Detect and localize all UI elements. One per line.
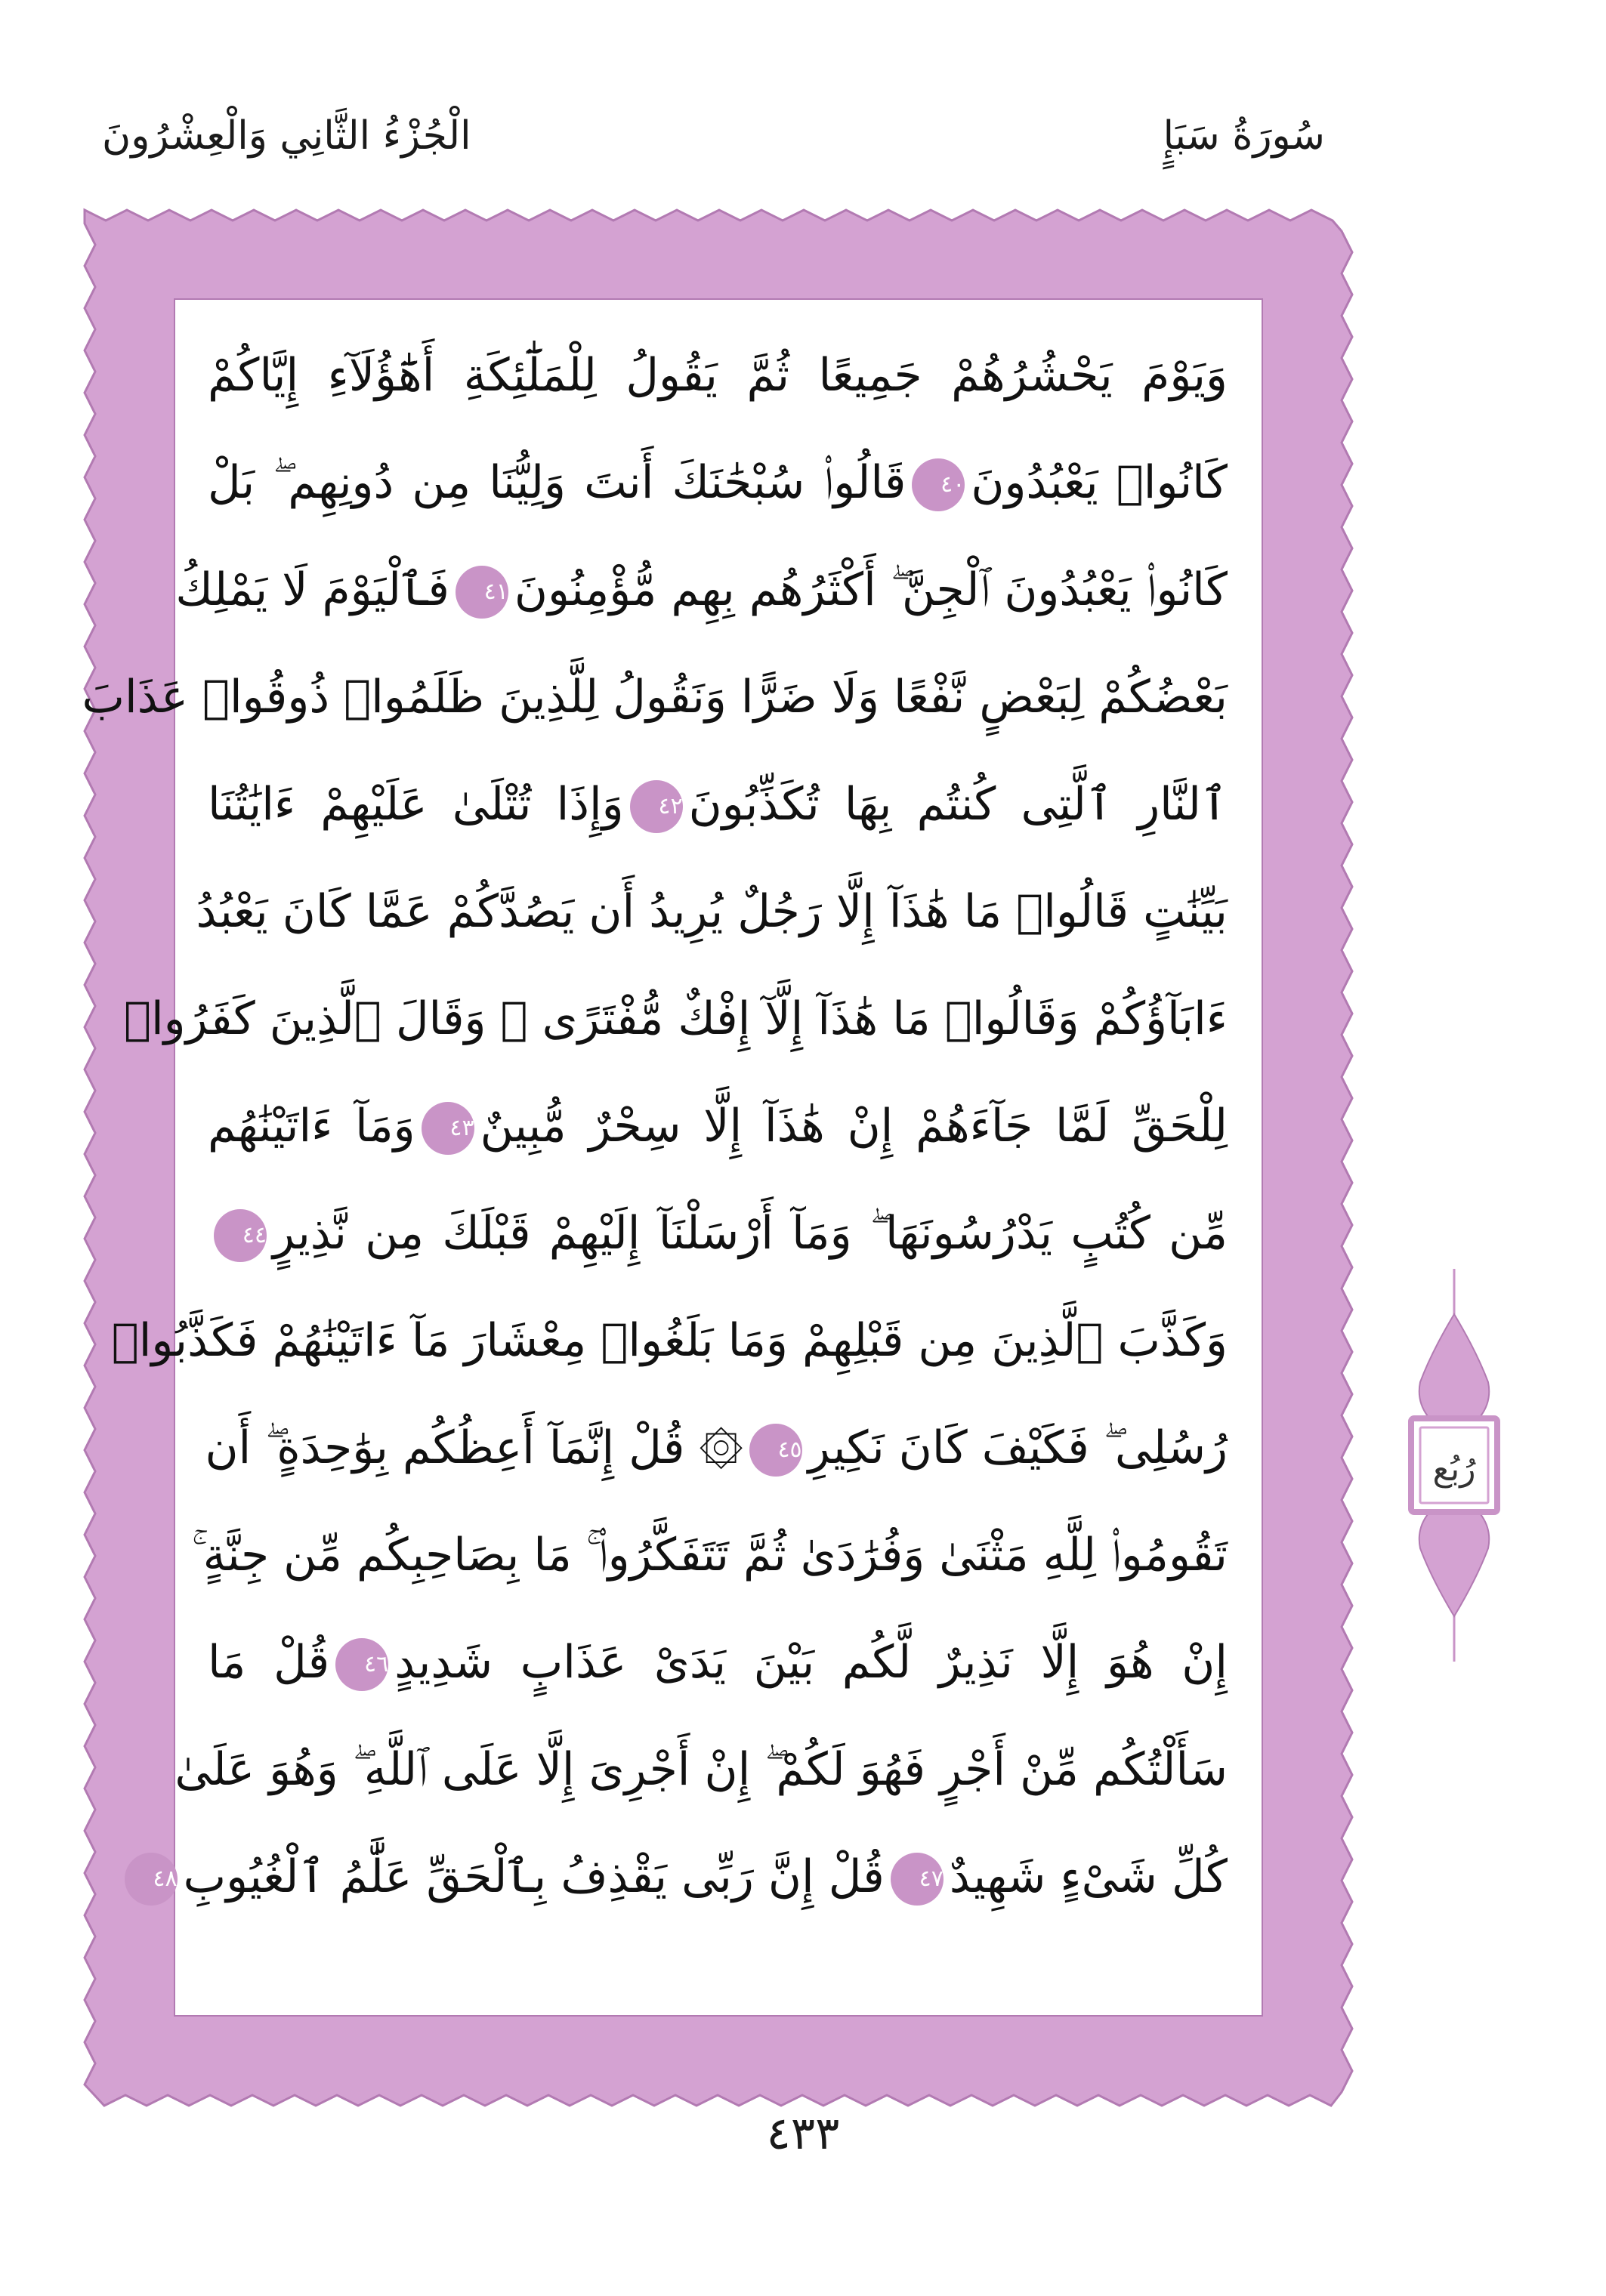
- line-text: كَانُوا۟ يَعْبُدُونَ ٱلْجِنَّ ۖ أَكْثَرُهُم بِهِم مُّؤْمِنُونَ: [514, 563, 1228, 616]
- text-line: [208, 325, 1228, 427]
- ayah-number-marker: ٤٤: [214, 1209, 267, 1262]
- line-text: تَقُومُوا۟ لِلَّهِ مَثْنَىٰ وَفُرَٰدَىٰ ثُمَّ تَتَفَكَّرُوا۟ ۚ مَا بِصَاحِبِكُم مِّن جِنَّةٍ ۚ: [191, 1529, 1228, 1582]
- line-text: بَعْضُكُمْ لِبَعْضٍ نَّفْعًا وَلَا ضَرًّا وَنَقُولُ لِلَّذِينَ ظَلَمُوا۟ ذُوقُوا۟ عَذَابَ: [82, 671, 1228, 724]
- line-text: وَيَوْمَ يَحْشُرُهُمْ جَمِيعًا ثُمَّ يَقُولُ لِلْمَلَٰٓئِكَةِ أَهَٰٓؤُلَآءِ إِيَّاكُمْ: [208, 349, 1228, 402]
- line-text: وَإِذَا تُتْلَىٰ عَلَيْهِمْ ءَايَٰتُنَا: [208, 778, 624, 831]
- line-text: فَٱلْيَوْمَ لَا يَمْلِكُ: [175, 563, 449, 616]
- text-line: [153, 1826, 1228, 1928]
- surah-name: سُورَةُ سَبَإٍ: [1163, 113, 1325, 159]
- line-text: كُلِّ شَىْءٍ شَهِيدٌ: [949, 1850, 1228, 1903]
- ayah-number-marker: ٤٥: [749, 1424, 802, 1477]
- line-text: رُسُلِى ۖ فَكَيْفَ كَانَ نَكِيرِ: [808, 1421, 1228, 1474]
- ayah-number-marker: ٤٦: [335, 1638, 388, 1691]
- ayah-number-marker: ٤٠: [912, 458, 965, 511]
- line-text: ءَابَآؤُكُمْ وَقَالُوا۟ مَا هَٰذَآ إِلَّآ إِفْكٌ مُّفْتَرًى ۚ وَقَالَ ٱلَّذِينَ كَفَرُوا۟: [123, 992, 1228, 1045]
- text-line: [208, 754, 1228, 856]
- text-line: [174, 1719, 1228, 1821]
- ayah-number-marker: ٤١: [456, 566, 508, 619]
- ayah-number-marker: ٤٣: [422, 1102, 474, 1155]
- text-line: [196, 861, 1228, 963]
- line-text: قُلْ مَا: [208, 1636, 330, 1689]
- line-text: ۞ قُلْ إِنَّمَآ أَعِظُكُم بِوَٰحِدَةٍ ۖ أَن: [205, 1421, 743, 1474]
- line-text: لِلْحَقِّ لَمَّا جَآءَهُمْ إِنْ هَٰذَآ إِلَّا سِحْرٌ مُّبِينٌ: [480, 1100, 1228, 1153]
- line-text: مِّن كُتُبٍ يَدْرُسُونَهَا ۖ وَمَآ أَرْسَلْنَآ إِلَيْهِمْ قَبْلَكَ مِن نَّذِيرٍ: [273, 1207, 1228, 1260]
- line-text: وَكَذَّبَ ٱلَّذِينَ مِن قَبْلِهِمْ وَمَا بَلَغُوا۟ مِعْشَارَ مَآ ءَاتَيْنَٰهُمْ فَكَذَّبُوا۟: [111, 1314, 1228, 1367]
- text-line: [205, 1397, 1228, 1499]
- line-text: قَالُوا۟ سُبْحَٰنَكَ أَنتَ وَلِيُّنَا مِن دُونِهِم ۖ بَلْ: [208, 456, 906, 509]
- rub-label: رُبُع: [1432, 1450, 1476, 1489]
- text-line: [123, 968, 1228, 1070]
- line-text: كَانُوا۟ يَعْبُدُونَ: [971, 456, 1228, 509]
- ayah-number-marker: ٤٢: [630, 780, 683, 833]
- page-number: ٤٣٣: [766, 2107, 840, 2160]
- juz-name: الْجُزْءُ الثَّانِي وَالْعِشْرُونَ: [102, 113, 471, 159]
- line-text: إِنْ هُوَ إِلَّا نَذِيرٌ لَّكُم بَيْنَ يَدَىْ عَذَابٍ شَدِيدٍ: [394, 1636, 1228, 1689]
- ayah-number-marker: ٤٨: [125, 1853, 178, 1906]
- text-line: [208, 1612, 1228, 1714]
- line-text: قُلْ إِنَّ رَبِّى يَقْذِفُ بِٱلْحَقِّ عَلَّٰمُ ٱلْغُيُوبِ: [183, 1850, 885, 1903]
- text-line: [208, 1075, 1228, 1177]
- line-text: سَأَلْتُكُم مِّنْ أَجْرٍ فَهُوَ لَكُمْ ۖ إِنْ أَجْرِىَ إِلَّا عَلَى ٱللَّهِ ۖ وَهُوَ عَلَىٰ: [174, 1743, 1228, 1796]
- text-line: [208, 1183, 1228, 1285]
- text-line: [82, 647, 1228, 748]
- line-text: ٱلنَّارِ ٱلَّتِى كُنتُم بِهَا تُكَذِّبُونَ: [688, 778, 1228, 831]
- text-line: [175, 539, 1228, 641]
- ayah-number-marker: ٤٧: [891, 1853, 944, 1906]
- text-line: [208, 432, 1228, 534]
- text-line: [111, 1290, 1228, 1392]
- text-line: [191, 1504, 1228, 1606]
- line-text: بَيِّنَٰتٍ قَالُوا۟ مَا هَٰذَآ إِلَّا رَجُلٌ يُرِيدُ أَن يَصُدَّكُمْ عَمَّا كَانَ يَعْبُدُ: [196, 885, 1228, 938]
- line-text: وَمَآ ءَاتَيْنَٰهُم: [208, 1100, 415, 1153]
